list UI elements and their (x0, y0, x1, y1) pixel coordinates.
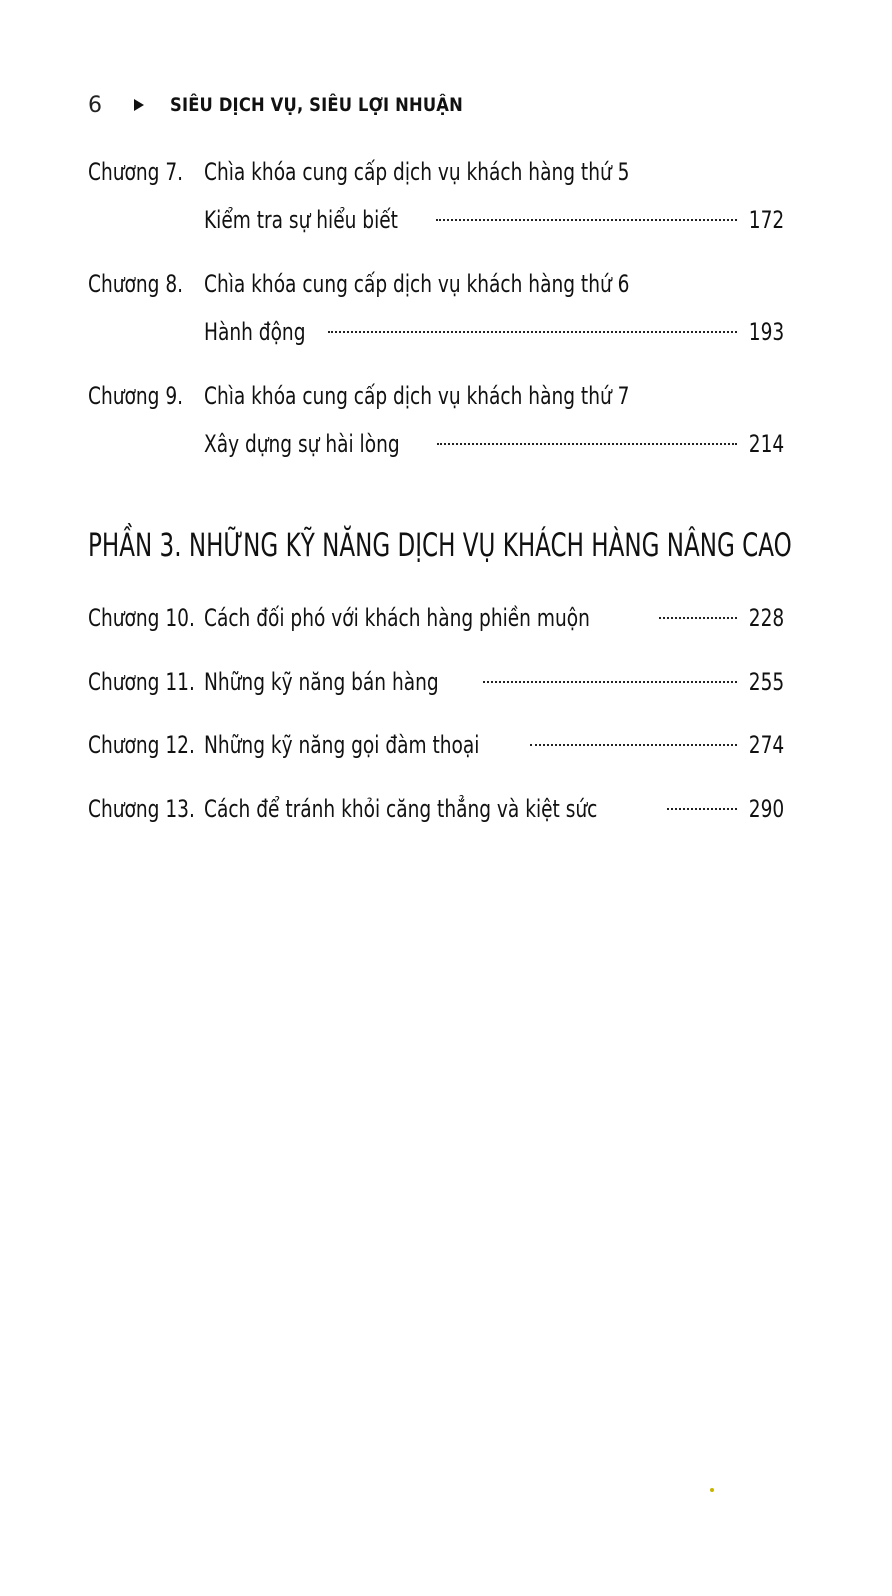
dot-leader (667, 808, 736, 810)
page-number: 6 (88, 92, 102, 118)
toc-line (88, 206, 784, 254)
arrow-right-icon (134, 99, 144, 111)
toc-entry (88, 731, 784, 779)
chapter-title: Cách để tránh khỏi căng thẳng và kiệt sức (204, 795, 598, 823)
chapter-title: Chìa khóa cung cấp dịch vụ khách hàng thứ 7 (204, 382, 630, 410)
chapter-label: Chương 7. (88, 158, 184, 186)
chapter-label: Chương 10. (88, 604, 195, 632)
chapter-label: Chương 11. (88, 668, 195, 696)
dot-leader (530, 744, 737, 746)
chapter-title: Chìa khóa cung cấp dịch vụ khách hàng thứ 5 (204, 158, 630, 186)
toc-entry (88, 795, 784, 843)
running-header (88, 88, 511, 122)
page-reference: 214 (748, 430, 784, 458)
chapter-label: Chương 13. (88, 795, 195, 823)
print-speck (710, 1488, 714, 1492)
toc-entry (88, 604, 784, 652)
chapter-subtitle: Kiểm tra sự hiểu biết (204, 206, 398, 234)
chapter-subtitle: Hành động (204, 318, 306, 346)
dot-leader (328, 331, 737, 333)
chapter-title: Chìa khóa cung cấp dịch vụ khách hàng thứ 6 (204, 270, 630, 298)
page-reference: 193 (748, 318, 784, 346)
part-heading: PHẦN 3. NHỮNG KỸ NĂNG DỊCH VỤ KHÁCH HÀNG NÂNG CAO (88, 526, 792, 564)
chapter-title: Những kỹ năng gọi đàm thoại (204, 731, 480, 759)
dot-leader (437, 443, 736, 445)
page-reference: 255 (748, 668, 784, 696)
toc-entry (88, 158, 784, 254)
chapter-label: Chương 9. (88, 382, 184, 410)
toc-entry (88, 382, 784, 478)
toc-line (88, 604, 784, 652)
toc-line (88, 668, 784, 716)
chapter-subtitle: Xây dựng sự hài lòng (204, 430, 400, 458)
toc-line (88, 382, 784, 430)
book-title: SIÊU DỊCH VỤ, SIÊU LỢI NHUẬN (170, 94, 463, 116)
chapter-label: Chương 12. (88, 731, 195, 759)
toc-line (88, 795, 784, 843)
toc-entry (88, 270, 784, 366)
chapter-title: Cách đối phó với khách hàng phiền muộn (204, 604, 590, 632)
toc-line (88, 270, 784, 318)
toc-line (88, 318, 784, 366)
dot-leader (436, 219, 737, 221)
dot-leader (483, 681, 737, 683)
page-reference: 172 (748, 206, 784, 234)
dot-leader (659, 617, 737, 619)
page-reference: 290 (748, 795, 784, 823)
page-reference: 274 (748, 731, 784, 759)
chapter-label: Chương 8. (88, 270, 184, 298)
chapter-title: Những kỹ năng bán hàng (204, 668, 439, 696)
page-reference: 228 (748, 604, 784, 632)
toc-line (88, 731, 784, 779)
toc-entry (88, 668, 784, 716)
toc-line (88, 430, 784, 478)
toc-line (88, 158, 784, 206)
